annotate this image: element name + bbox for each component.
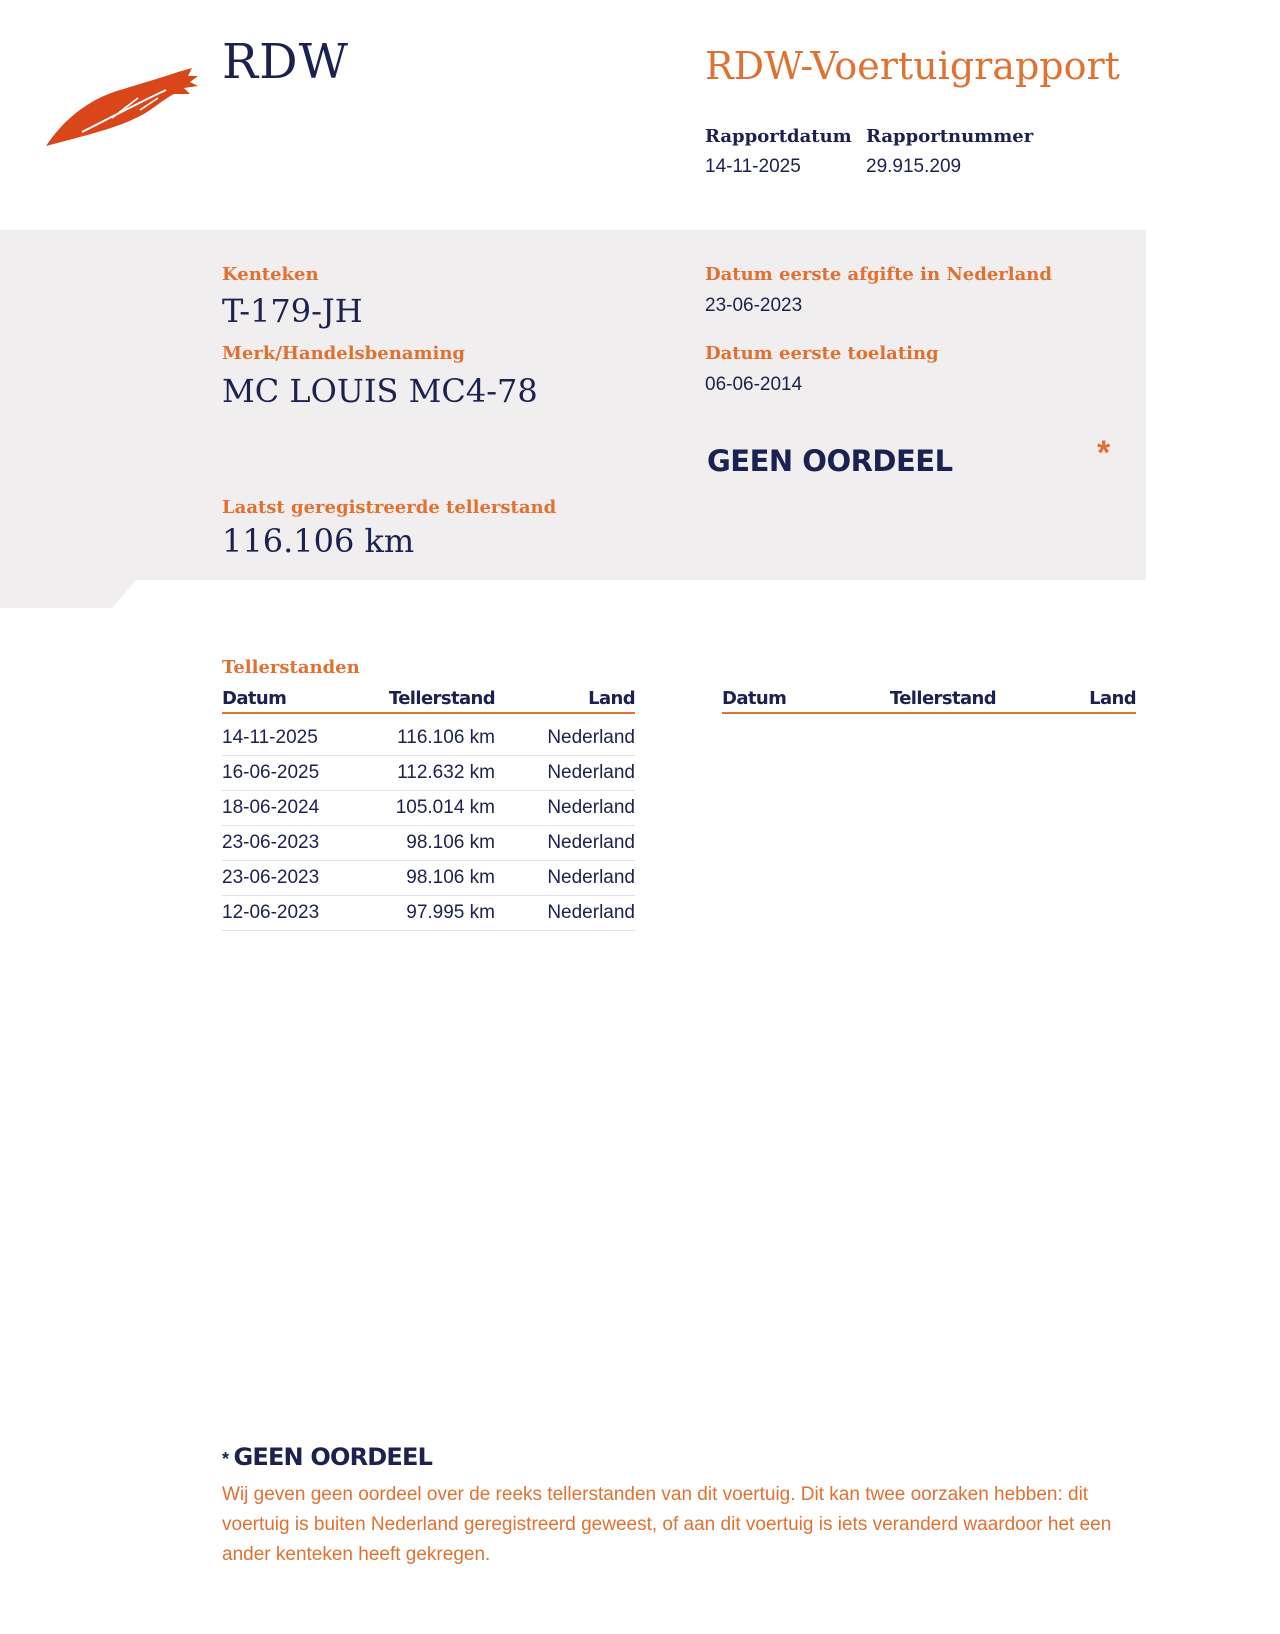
last-odometer-label: Laatst geregistreerde tellerstand <box>222 497 557 518</box>
row-odometer: 116.106 km <box>397 727 495 748</box>
row-date: 23-06-2023 <box>222 867 320 888</box>
footnote-asterisk: * <box>222 1449 230 1469</box>
odometer-section-title: Tellerstanden <box>222 657 360 678</box>
panel-tab-shape <box>0 578 1280 610</box>
column-header-date: Datum <box>722 688 787 709</box>
header-divider <box>722 712 1136 714</box>
verdict-asterisk: * <box>1097 434 1111 472</box>
plate-label: Kenteken <box>222 264 319 285</box>
make-label: Merk/Handelsbenaming <box>222 343 466 364</box>
table-row <box>222 720 635 756</box>
table-row <box>222 755 635 791</box>
row-date: 18-06-2024 <box>222 797 320 818</box>
make-value: MC LOUIS MC4-78 <box>222 372 538 410</box>
column-header-odometer: Tellerstand <box>388 688 495 709</box>
row-country: Nederland <box>547 727 635 748</box>
report-date-label: Rapportdatum <box>705 126 852 147</box>
report-number: 29.915.209 <box>866 156 962 177</box>
column-header-date: Datum <box>222 688 287 709</box>
row-odometer: 98.106 km <box>406 867 495 888</box>
first-admission-label: Datum eerste toelating <box>705 343 939 364</box>
brand-name: RDW <box>222 34 349 90</box>
row-date: 12-06-2023 <box>222 902 320 923</box>
column-header-country: Land <box>1089 688 1136 709</box>
table-row <box>222 860 635 896</box>
report-number-label: Rapportnummer <box>866 126 1034 147</box>
report-title: RDW-Voertuigrapport <box>705 44 1120 88</box>
column-header-odometer: Tellerstand <box>889 688 996 709</box>
row-date: 16-06-2025 <box>222 762 320 783</box>
row-odometer: 98.106 km <box>406 832 495 853</box>
row-odometer: 105.014 km <box>395 797 495 818</box>
row-date: 23-06-2023 <box>222 832 320 853</box>
first-admission-value: 06-06-2014 <box>705 374 803 395</box>
table-header-left <box>222 688 635 716</box>
header-divider <box>222 712 635 714</box>
footnote-heading: GEEN OORDEEL <box>233 1443 433 1471</box>
first-issue-nl-label: Datum eerste afgifte in Nederland <box>705 264 1052 285</box>
table-row <box>222 895 635 931</box>
rdw-logo-icon <box>42 60 202 150</box>
footnote-text: Wij geven geen oordeel over de reeks tellerstanden van dit voertuig. Dit kan twee oorzaken hebben: dit voertuig is buiten Nederland geregistreerd geweest, of aan dit voertuig is iets veranderd waardoor het een ander kenteken heeft gekregen. <box>222 1484 1112 1565</box>
row-country: Nederland <box>547 832 635 853</box>
verdict: GEEN OORDEEL <box>707 444 953 478</box>
row-odometer: 112.632 km <box>397 762 495 783</box>
first-issue-nl-value: 23-06-2023 <box>705 295 803 316</box>
row-date: 14-11-2025 <box>222 727 318 748</box>
row-odometer: 97.995 km <box>406 902 495 923</box>
table-row <box>222 790 635 826</box>
table-row <box>222 825 635 861</box>
row-country: Nederland <box>547 797 635 818</box>
last-odometer-value: 116.106 km <box>222 522 415 560</box>
row-country: Nederland <box>547 762 635 783</box>
column-header-country: Land <box>588 688 635 709</box>
footnote-title <box>222 1443 432 1471</box>
plate-value: T-179-JH <box>222 292 363 330</box>
row-country: Nederland <box>547 902 635 923</box>
report-date: 14-11-2025 <box>705 156 801 177</box>
table-header-right <box>722 688 1136 716</box>
row-country: Nederland <box>547 867 635 888</box>
